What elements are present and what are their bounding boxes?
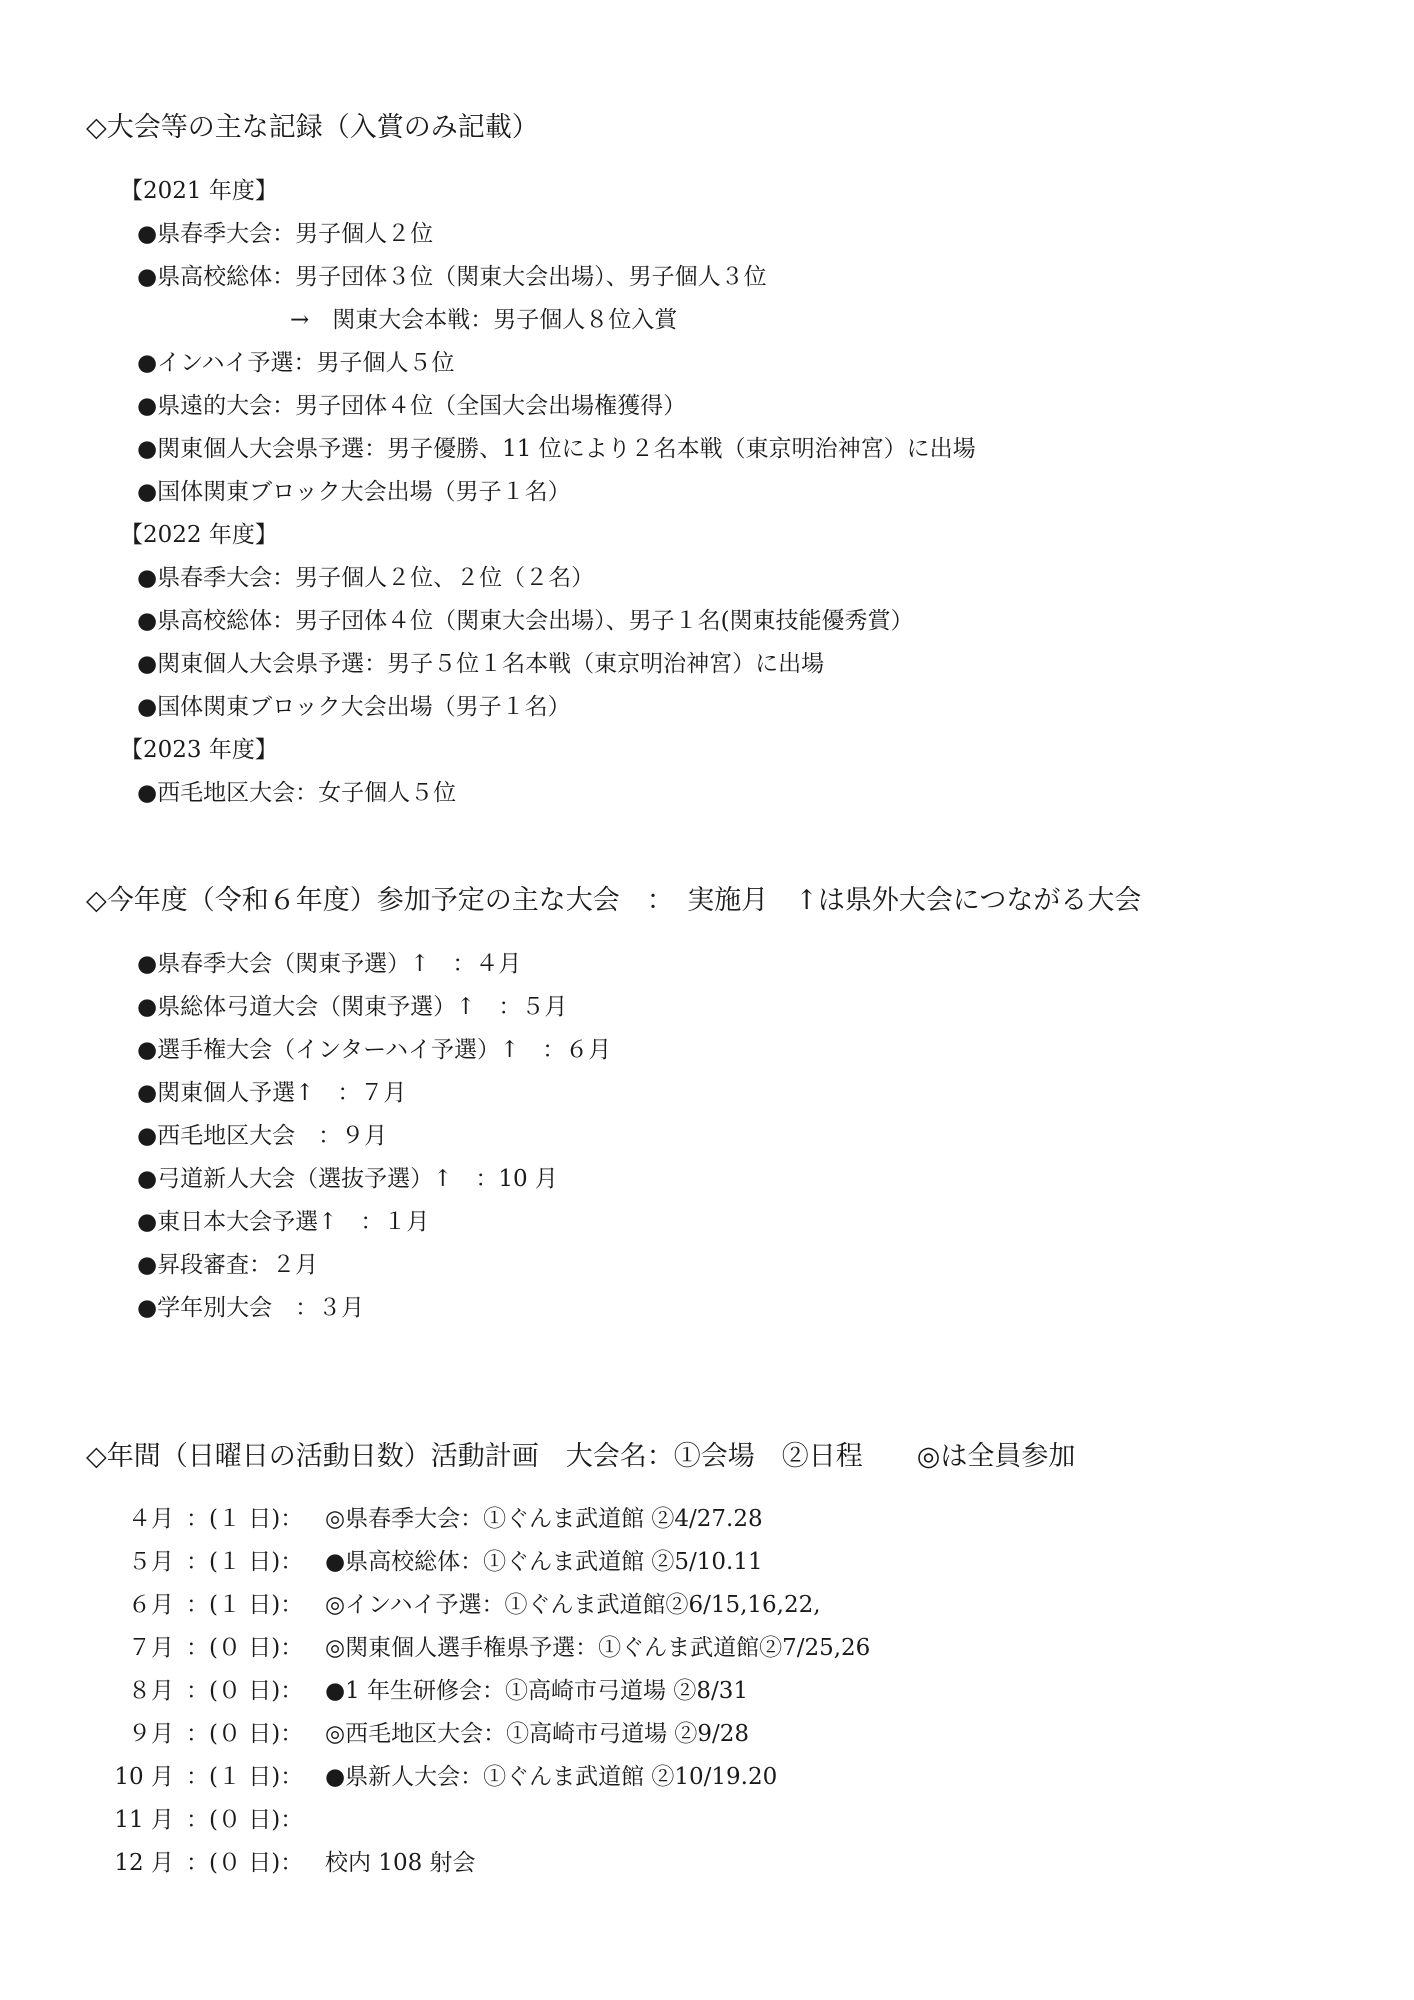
- annual-days: ：(１ 日)：: [186, 1592, 304, 1618]
- annual-event: ●県高校総体：①ぐんま武道館 ②5/10.11: [325, 1549, 763, 1575]
- annual-event: ◎西毛地区大会：①高崎市弓道場 ②9/28: [325, 1721, 750, 1747]
- annual-month: ７月: [128, 1635, 174, 1661]
- schedule-item: ●東日本大会予選↑ ：１月: [137, 1209, 430, 1235]
- record-item: ●県春季大会：男子個人２位: [137, 221, 434, 247]
- annual-days: ：(０ 日)：: [186, 1850, 304, 1876]
- annual-event: 校内 108 射会: [325, 1850, 476, 1876]
- schedule-item: ●関東個人予選↑ ：７月: [137, 1080, 407, 1106]
- record-item: ●国体関東ブロック大会出場（男子１名）: [137, 479, 571, 505]
- annual-month: ４月: [128, 1506, 174, 1532]
- annual-month: ６月: [128, 1592, 174, 1618]
- annual-days: ：(０ 日)：: [186, 1721, 304, 1747]
- schedule-item: ●昇段審査：２月: [137, 1252, 319, 1278]
- annual-month: 11 月: [114, 1807, 174, 1833]
- annual-days: ：(１ 日)：: [186, 1549, 304, 1575]
- records-heading: ◇大会等の主な記録（入賞のみ記載）: [86, 112, 539, 143]
- annual-days: ：(０ 日)：: [186, 1807, 304, 1833]
- annual-days: ：(０ 日)：: [186, 1635, 304, 1661]
- annual-event: ◎県春季大会：①ぐんま武道館 ②4/27.28: [325, 1506, 763, 1532]
- annual-days: ：(１ 日)：: [186, 1764, 304, 1790]
- year-label-2021: 【2021 年度】: [120, 178, 278, 204]
- schedule-item: ●選手権大会（インターハイ予選）↑ ：６月: [137, 1037, 612, 1063]
- year-label-2023: 【2023 年度】: [120, 737, 278, 763]
- year-label-2022: 【2022 年度】: [120, 522, 278, 548]
- annual-event: ●県新人大会：①ぐんま武道館 ②10/19.20: [325, 1764, 778, 1790]
- record-item: ●県高校総体：男子団体３位（関東大会出場）、男子個人３位: [137, 264, 767, 290]
- schedule-item: ●西毛地区大会 ：９月: [137, 1123, 388, 1149]
- annual-event: ●1 年生研修会：①高崎市弓道場 ②8/31: [325, 1678, 748, 1704]
- annual-month: 10 月: [114, 1764, 174, 1790]
- annual-month: ８月: [128, 1678, 174, 1704]
- annual-heading: ◇年間（日曜日の活動日数）活動計画 大会名：①会場 ②日程 ◎は全員参加: [86, 1441, 1076, 1472]
- record-item: ●県春季大会：男子個人２位、２位（２名）: [137, 565, 595, 591]
- annual-event: ◎関東個人選手権県予選：①ぐんま武道館②7/25,26: [325, 1635, 871, 1661]
- record-item: ●国体関東ブロック大会出場（男子１名）: [137, 694, 571, 720]
- record-item: ●インハイ予選：男子個人５位: [137, 350, 455, 376]
- record-item-arrow: → 関東大会本戦：男子個人８位入賞: [290, 307, 678, 333]
- annual-days: ：(０ 日)：: [186, 1678, 304, 1704]
- record-item: ●県遠的大会：男子団体４位（全国大会出場権獲得）: [137, 393, 687, 419]
- schedule-heading: ◇今年度（令和６年度）参加予定の主な大会 ： 実施月 ↑は県外大会につながる大会: [86, 885, 1142, 916]
- annual-month: ９月: [128, 1721, 174, 1747]
- record-item: ●県高校総体：男子団体４位（関東大会出場）、男子１名(関東技能優秀賞）: [137, 608, 914, 634]
- annual-days: ：(１ 日)：: [186, 1506, 304, 1532]
- annual-month: ５月: [128, 1549, 174, 1575]
- schedule-item: ●県春季大会（関東予選）↑ ：４月: [137, 951, 522, 977]
- record-item: ●関東個人大会県予選：男子優勝、11 位により２名本戦（東京明治神宮）に出場: [137, 436, 976, 462]
- record-item: ●関東個人大会県予選：男子５位１名本戦（東京明治神宮）に出場: [137, 651, 825, 677]
- annual-event: ◎インハイ予選：①ぐんま武道館②6/15,16,22,: [325, 1592, 821, 1618]
- annual-month: 12 月: [114, 1850, 174, 1876]
- schedule-item: ●学年別大会 ：３月: [137, 1295, 365, 1321]
- record-item: ●西毛地区大会：女子個人５位: [137, 780, 457, 806]
- schedule-item: ●県総体弓道大会（関東予選）↑ ：５月: [137, 994, 568, 1020]
- schedule-item: ●弓道新人大会（選抜予選）↑ ：10 月: [137, 1166, 558, 1192]
